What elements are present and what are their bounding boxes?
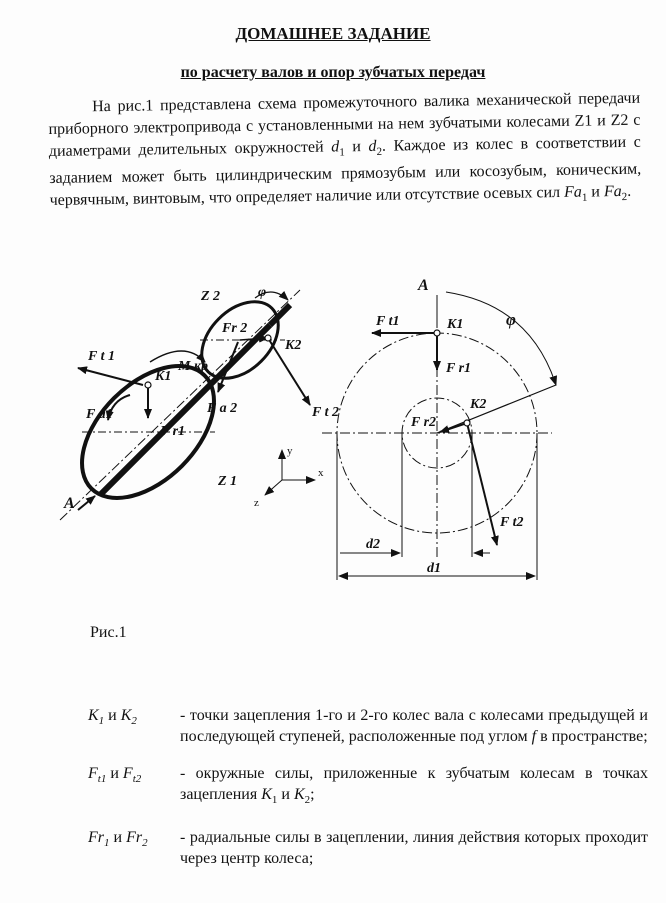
left-z1: Z 1	[218, 474, 238, 489]
figure-caption: Рис.1	[90, 624, 127, 641]
definition-term	[88, 705, 180, 747]
fa2-arrow	[218, 342, 238, 392]
left-ft2: F t 2	[312, 405, 339, 420]
right-schematic	[322, 292, 556, 580]
intro-text-1: На рис.1 представлена схема промежуточного валика механической передачи приборного электропривода с установленными на нем зубчатыми колесами Z1 и Z2 с диаметрами делительных окружностей	[48, 89, 641, 160]
right-fr2-arrow	[440, 423, 467, 432]
term-part: F	[122, 765, 133, 782]
page-subtitle: по расчету валов и опор зубчатых передач	[180, 64, 486, 81]
desc-var: f	[531, 728, 537, 745]
intro-d2: d	[368, 137, 377, 155]
term-part: Fr	[126, 829, 143, 847]
desc-text: - окружные силы, приложенные к зубчатым колесам в точках зацепления	[180, 765, 648, 803]
right-fr2: F r2	[411, 415, 437, 430]
intro-fa2: Fa	[603, 183, 622, 201]
term-part: Fr	[88, 829, 104, 847]
definition-fr	[88, 827, 648, 869]
definition-k	[88, 705, 648, 747]
left-k2: K2	[285, 338, 302, 353]
ft1-arrow	[78, 368, 143, 385]
intro-end: .	[627, 183, 632, 201]
right-ft1: F t1	[376, 314, 400, 329]
term-sub: t2	[132, 773, 142, 786]
intro-paragraph	[48, 88, 642, 218]
right-fr1: F r1	[446, 361, 472, 376]
left-phi: φ	[258, 285, 267, 300]
intro-and-2: и	[587, 183, 605, 201]
definition-desc: - радиальные силы в зацеплении, линия действия которых проходит через центр колеса;	[180, 829, 648, 868]
term-sub: t1	[97, 773, 107, 786]
definitions-list	[88, 705, 648, 885]
left-ft1: F t 1	[88, 349, 115, 364]
term-part: F	[88, 765, 98, 782]
term-sub: 1	[104, 837, 110, 850]
desc-sub: 1	[271, 794, 278, 807]
right-d2: d2	[366, 537, 380, 552]
definition-desc	[180, 763, 648, 811]
left-mkr: M кр	[178, 359, 209, 374]
intro-fa1-sub: 1	[581, 191, 588, 205]
left-schematic	[57, 287, 310, 523]
term-sub: 1	[98, 715, 105, 728]
term-and: и	[106, 765, 123, 782]
definition-term	[88, 827, 180, 869]
right-ft2: F t2	[500, 515, 524, 530]
desc-text: - точки зацепления 1-го и 2-го колес вала с колесами предыдущей и последующей ступеней, расположенные под углом	[180, 707, 648, 745]
desc-sub: 2	[304, 794, 311, 807]
intro-and-1: и	[344, 137, 369, 156]
axis-y: y	[287, 445, 293, 457]
intro-fa2-sub: 2	[621, 191, 628, 204]
left-k1: K1	[155, 369, 172, 384]
intro-text-2: . Каждое из колес в соответствии с заданием может быть цилиндрическим прямозубым или косозубым, коническим, червячным, винтовым, что определяет наличие или отсутствие осевых сил	[49, 133, 642, 210]
axis-z: z	[254, 497, 259, 509]
term-part: K	[120, 707, 132, 724]
term-sub: 2	[131, 715, 137, 728]
definition-term	[88, 763, 180, 811]
fr2-arrow	[240, 338, 268, 340]
right-labels	[366, 277, 523, 576]
intro-fa1: Fa	[563, 183, 582, 202]
right-d1: d1	[427, 561, 441, 576]
term-sub: 2	[142, 837, 148, 850]
definition-ft	[88, 763, 648, 811]
left-fa2: F a 2	[207, 401, 238, 416]
left-z2: Z 2	[201, 289, 221, 304]
term-and: и	[109, 829, 127, 847]
left-fr1: F r1	[160, 424, 186, 439]
left-fr2: Fr 2	[222, 321, 248, 336]
axis-x: x	[318, 467, 324, 479]
right-k1: K1	[447, 317, 464, 332]
axes-labels	[254, 445, 324, 509]
left-a: A	[64, 495, 75, 512]
intro-d2-sub: 2	[376, 145, 383, 159]
term-part: K	[88, 707, 99, 724]
desc-var: K	[293, 786, 305, 803]
desc-end: в пространстве;	[536, 728, 648, 745]
intro-d1-sub: 1	[339, 146, 345, 159]
desc-and: и	[277, 786, 294, 803]
left-fa1: F a1	[86, 407, 113, 422]
intro-d1: d	[331, 138, 340, 156]
definition-desc	[180, 705, 648, 747]
desc-var: K	[261, 786, 272, 803]
page-title: ДОМАШНЕЕ ЗАДАНИЕ	[235, 24, 431, 43]
term-and: и	[104, 707, 121, 724]
right-phi: φ	[506, 310, 516, 329]
desc-end: ;	[310, 786, 315, 803]
right-k2: K2	[470, 397, 487, 412]
figure-1	[0, 270, 666, 600]
right-a: A	[418, 277, 429, 294]
